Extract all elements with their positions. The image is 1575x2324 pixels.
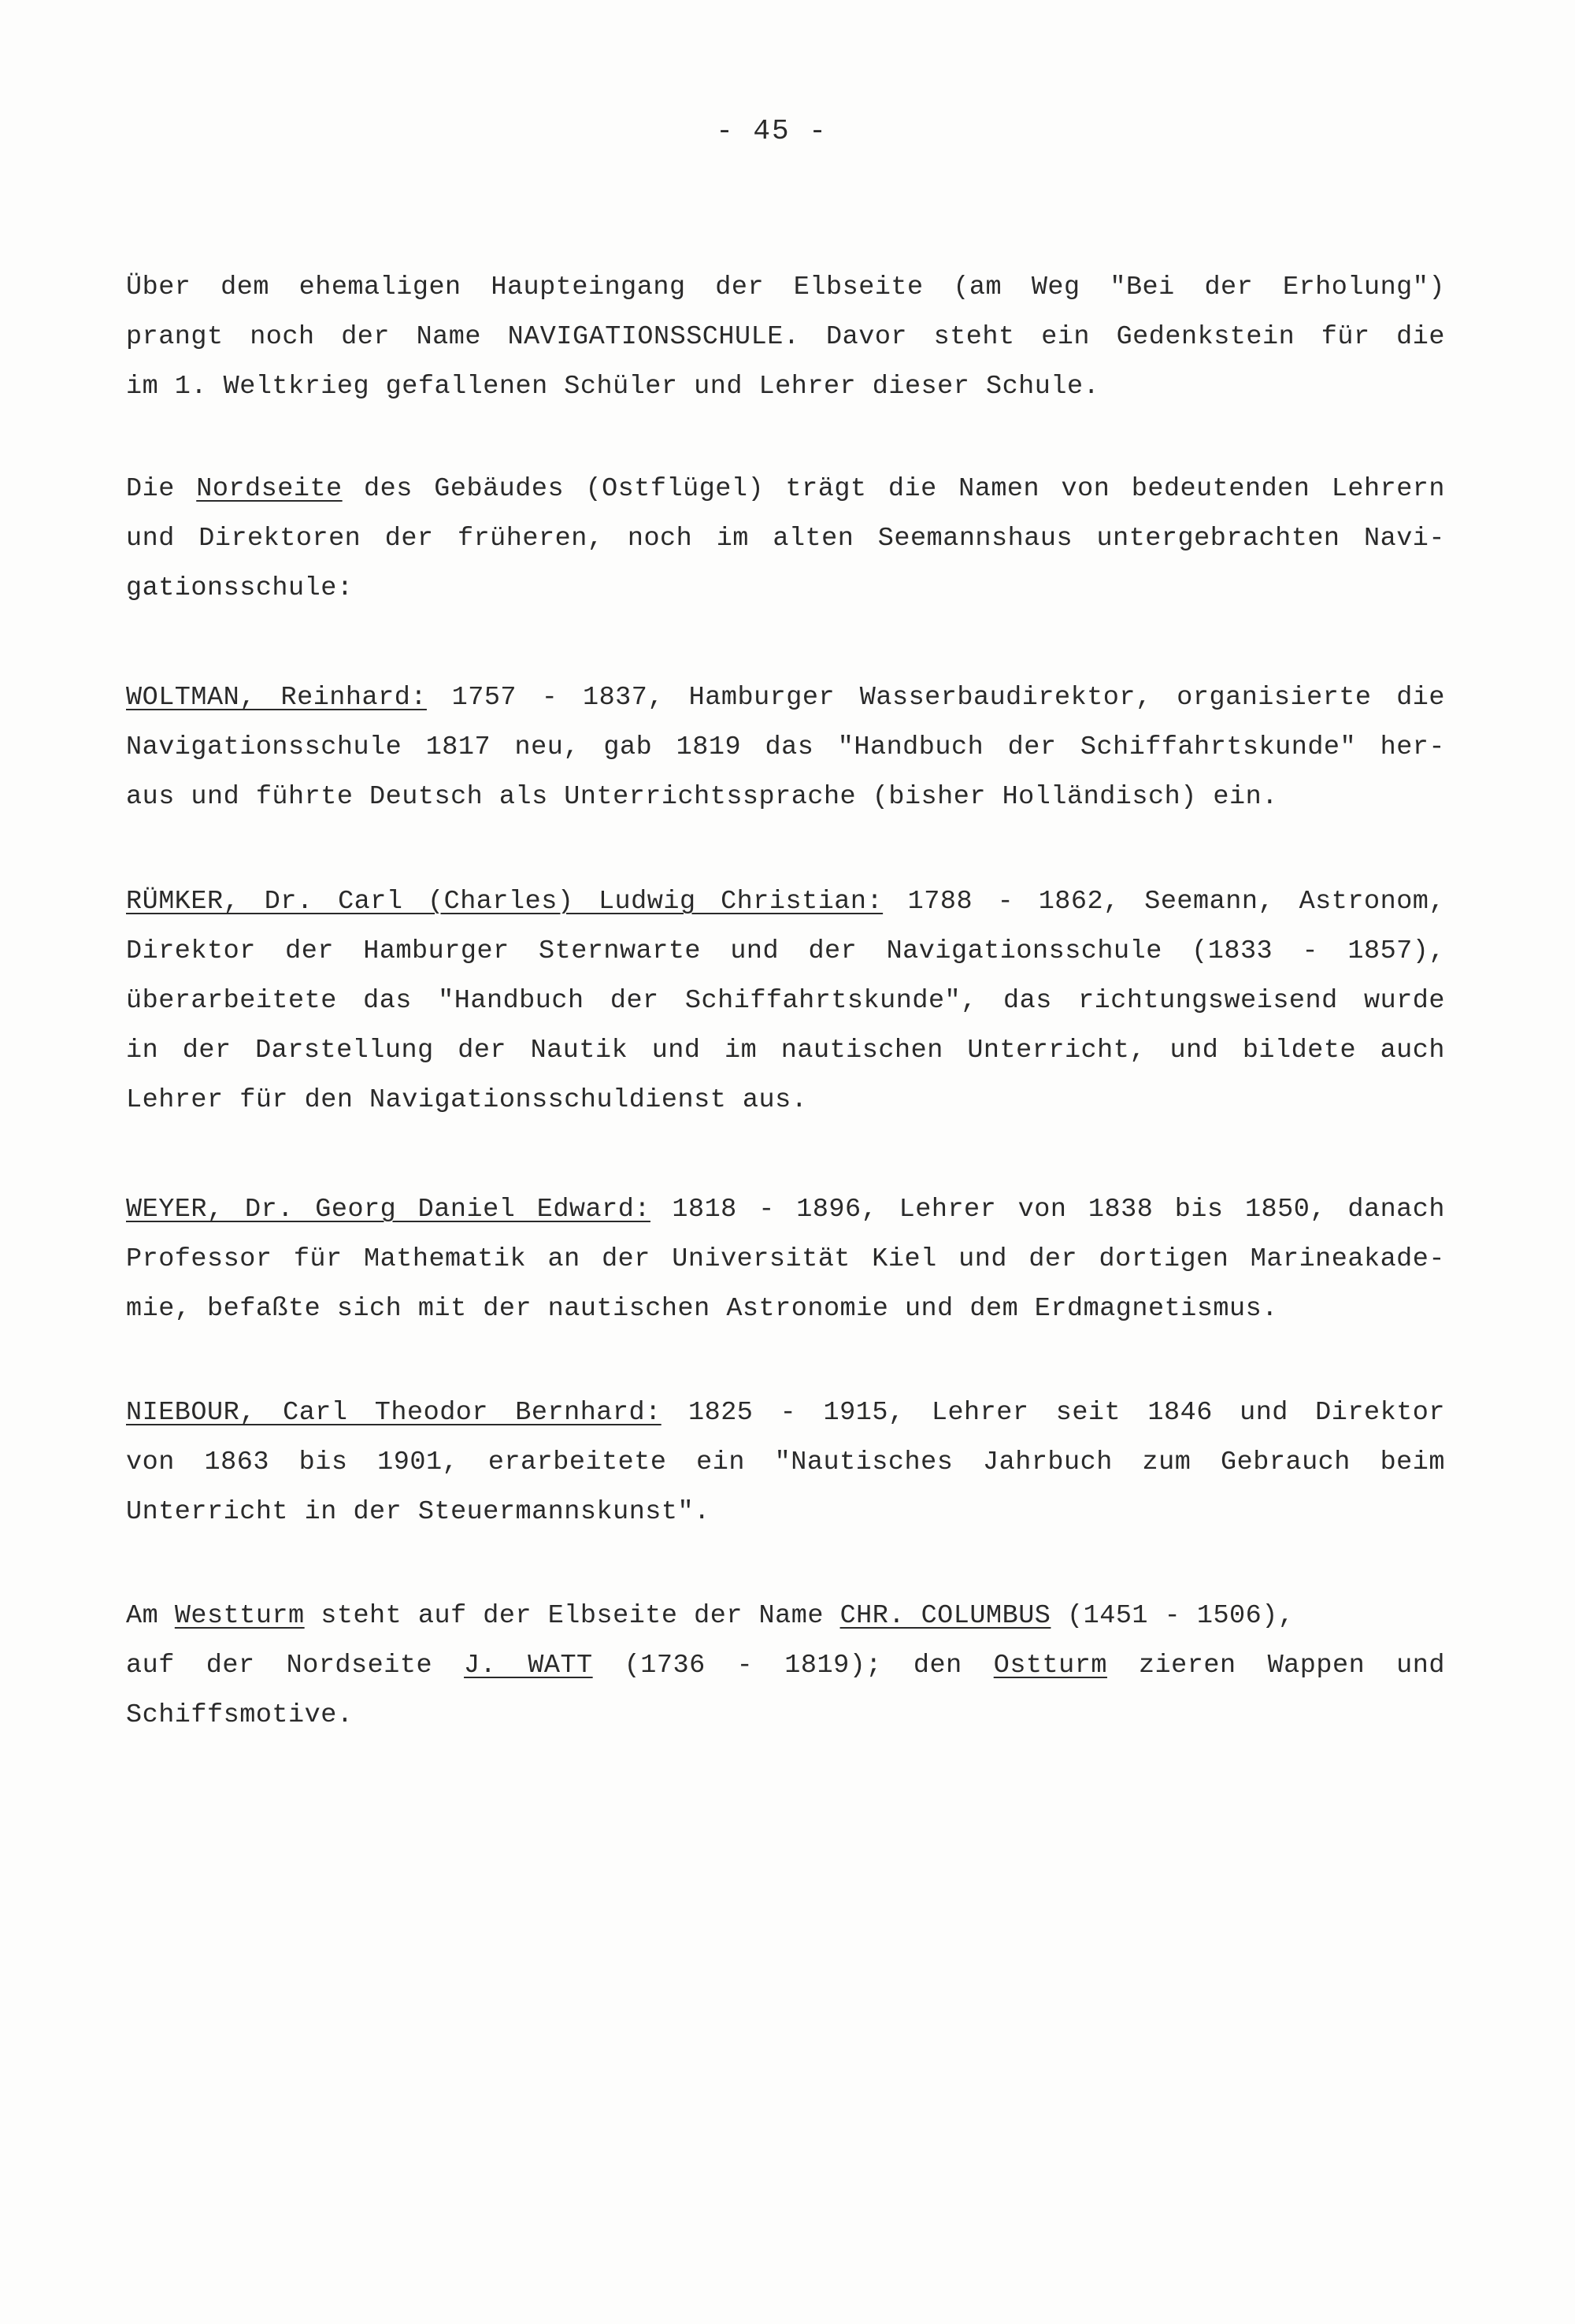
- text-line: mie, befaßte sich mit der nautischen Astronomie und dem Erdmagnetismus.: [126, 1294, 1278, 1324]
- text-segment: 1757 - 1837, Hamburger Wasserbaudirektor, organisierte die: [426, 683, 1446, 713]
- text-line: Navigationsschule 1817 neu, gab 1819 das "Handbuch der Schiffahrtskunde" her-: [126, 732, 1445, 762]
- underlined-term-columbus: CHR. COLUMBUS: [839, 1601, 1051, 1631]
- text-line: Über dem ehemaligen Haupteingang der Elbseite (am Weg "Bei der Erholung"): [126, 272, 1445, 302]
- text-segment: Am: [126, 1601, 175, 1631]
- text-line: im 1. Weltkrieg gefallenen Schüler und Lehrer dieser Schule.: [126, 372, 1100, 402]
- paragraph-north-side: [126, 465, 1445, 613]
- text-segment: Die: [126, 474, 197, 504]
- text-line: Schiffsmotive.: [126, 1700, 354, 1730]
- entry-weyer: [126, 1185, 1445, 1334]
- underlined-term-nordseite: Nordseite: [196, 474, 343, 504]
- text-line: von 1863 bis 1901, erarbeitete ein "Nautisches Jahrbuch zum Gebrauch beim: [126, 1447, 1445, 1477]
- text-segment: (1736 - 1819); den: [592, 1651, 994, 1681]
- underlined-term-ostturm: Ostturm: [993, 1651, 1107, 1681]
- text-segment: 1788 - 1862, Seemann, Astronom,: [883, 887, 1445, 917]
- text-line: Professor für Mathematik an der Universität Kiel und der dortigen Marineakade-: [126, 1244, 1445, 1274]
- text-line: aus und führte Deutsch als Unterrichtssprache (bisher Holländisch) ein.: [126, 782, 1278, 812]
- entry-name-weyer: WEYER, Dr. Georg Daniel Edward:: [126, 1195, 650, 1225]
- entry-niebour: [126, 1388, 1445, 1537]
- text-line: Direktor der Hamburger Sternwarte und der Navigationsschule (1833 - 1857),: [126, 936, 1445, 966]
- text-line: Unterricht in der Steuermannskunst".: [126, 1497, 710, 1527]
- text-line: und Direktoren der früheren, noch im alten Seemannshaus untergebrachten Navi-: [126, 524, 1445, 554]
- paragraph-main-entrance: [126, 263, 1445, 412]
- text-line: Lehrer für den Navigationsschuldienst aus.: [126, 1085, 808, 1115]
- entry-woltman: [126, 673, 1445, 822]
- entry-name-woltman: WOLTMAN, Reinhard:: [126, 683, 427, 713]
- text-line: in der Darstellung der Nautik und im nautischen Unterricht, und bildete auch: [126, 1036, 1445, 1066]
- text-line: [126, 465, 1445, 514]
- page-number: - 45 -: [716, 115, 828, 147]
- text-segment: 1825 - 1915, Lehrer seit 1846 und Direktor: [661, 1398, 1446, 1428]
- text-line: [126, 1388, 1445, 1438]
- text-line: prangt noch der Name NAVIGATIONSSCHULE. Davor steht ein Gedenkstein für die: [126, 322, 1445, 352]
- text-line: [126, 1185, 1445, 1235]
- text-line: [126, 1641, 1445, 1691]
- text-segment: 1818 - 1896, Lehrer von 1838 bis 1850, danach: [650, 1195, 1445, 1225]
- entry-name-niebour: NIEBOUR, Carl Theodor Bernhard:: [126, 1398, 662, 1428]
- text-line: überarbeitete das "Handbuch der Schiffahrtskunde", das richtungsweisend wurde: [126, 986, 1445, 1016]
- text-segment: steht auf der Elbseite der Name: [304, 1601, 840, 1631]
- text-line: [126, 877, 1445, 927]
- text-segment: des Gebäudes (Ostflügel) trägt die Namen von bedeutenden Lehrern: [342, 474, 1445, 504]
- entry-name-ruemker: RÜMKER, Dr. Carl (Charles) Ludwig Christian:: [126, 887, 884, 917]
- underlined-term-watt: J. WATT: [464, 1651, 593, 1681]
- text-segment: zieren Wappen und: [1106, 1651, 1445, 1681]
- text-segment: auf der Nordseite: [126, 1651, 465, 1681]
- text-line: [126, 673, 1445, 723]
- entry-ruemker: [126, 877, 1445, 1125]
- paragraph-towers: [126, 1592, 1445, 1740]
- text-line: gationsschule:: [126, 573, 354, 603]
- text-line: [126, 1592, 1445, 1641]
- text-segment: (1451 - 1506),: [1051, 1601, 1295, 1631]
- underlined-term-westturm: Westturm: [174, 1601, 305, 1631]
